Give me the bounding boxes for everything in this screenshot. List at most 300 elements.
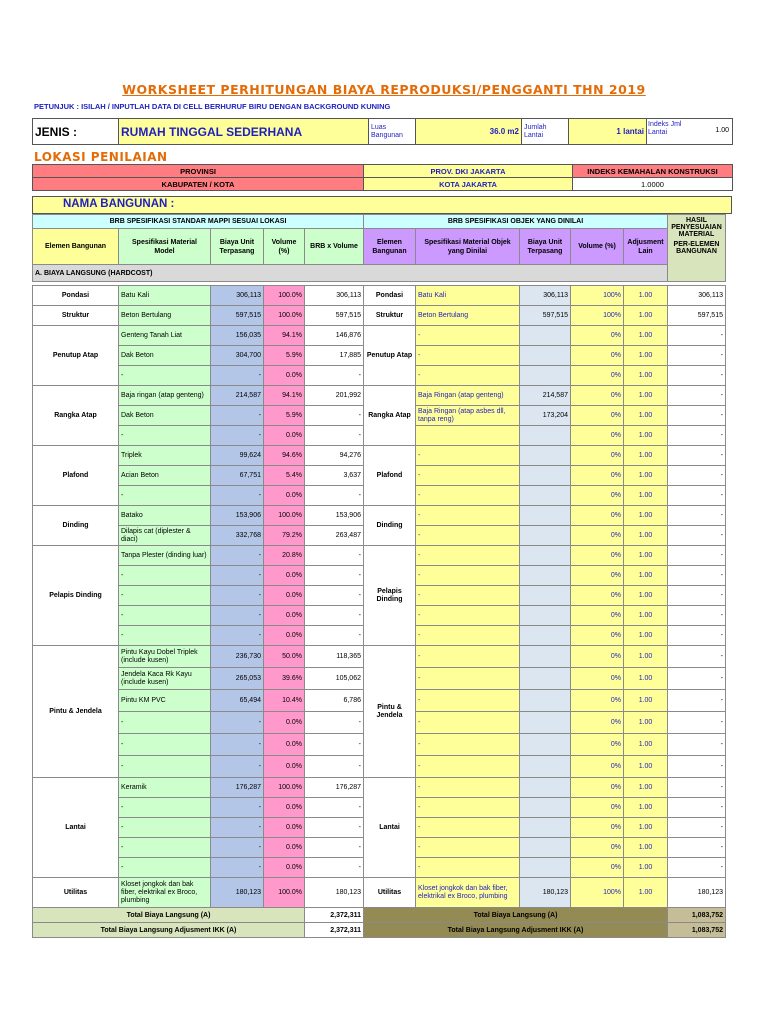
adjustment-cell[interactable]: 1.00 bbox=[624, 326, 668, 346]
volume-2-cell[interactable]: 0% bbox=[571, 426, 624, 446]
spec-object-cell[interactable]: - bbox=[416, 626, 520, 646]
header-spesifikasi: Spesifikasi Material Model bbox=[119, 229, 211, 265]
unit-cost-cell: 265,053 bbox=[211, 668, 264, 690]
brb-volume-cell: - bbox=[305, 426, 364, 446]
result-cell: - bbox=[668, 366, 726, 386]
element-label: Struktur bbox=[33, 306, 119, 326]
adjustment-cell[interactable]: 1.00 bbox=[624, 646, 668, 668]
result-cell: - bbox=[668, 668, 726, 690]
unit-cost-2-cell bbox=[520, 668, 571, 690]
volume-cell: 10.4% bbox=[264, 690, 305, 712]
header-volume: Volume (%) bbox=[264, 229, 305, 265]
result-cell: - bbox=[668, 486, 726, 506]
table-row bbox=[33, 306, 726, 326]
unit-cost-2-cell bbox=[520, 506, 571, 526]
unit-cost-2-cell bbox=[520, 326, 571, 346]
ikk-value: 1.0000 bbox=[573, 178, 733, 191]
spec-object-cell[interactable]: Baja Ringan (atap genteng) bbox=[416, 386, 520, 406]
element-label: Pintu & Jendela bbox=[33, 646, 119, 778]
result-cell: 306,113 bbox=[668, 286, 726, 306]
volume-cell: 5.4% bbox=[264, 466, 305, 486]
unit-cost-cell: 306,113 bbox=[211, 286, 264, 306]
unit-cost-cell: 304,700 bbox=[211, 346, 264, 366]
unit-cost-cell: - bbox=[211, 486, 264, 506]
spec-object-cell[interactable]: - bbox=[416, 778, 520, 798]
spec-object-cell[interactable]: - bbox=[416, 668, 520, 690]
volume-cell: 0.0% bbox=[264, 586, 305, 606]
indeks-lantai-label: Indeks Jml Lantai bbox=[648, 121, 682, 136]
brb-volume-cell: 94,276 bbox=[305, 446, 364, 466]
unit-cost-cell: - bbox=[211, 798, 264, 818]
jumlah-lantai-label: Jumlah Lantai bbox=[522, 119, 569, 145]
spec-object-cell[interactable]: - bbox=[416, 526, 520, 546]
result-cell: - bbox=[668, 446, 726, 466]
spec-object-cell[interactable]: - bbox=[416, 712, 520, 734]
spec-model-cell: - bbox=[119, 818, 211, 838]
unit-cost-2-cell bbox=[520, 446, 571, 466]
header-biaya-unit-2: Biaya Unit Terpasang bbox=[520, 229, 571, 265]
total-adj-value: 2,372,311 bbox=[305, 923, 364, 938]
total-adj-value-right: 1,083,752 bbox=[668, 923, 726, 938]
volume-2-cell[interactable]: 0% bbox=[571, 486, 624, 506]
result-cell: - bbox=[668, 712, 726, 734]
provinsi-value-cell[interactable]: PROV. DKI JAKARTA bbox=[364, 165, 573, 178]
unit-cost-2-cell bbox=[520, 466, 571, 486]
unit-cost-2-cell bbox=[520, 426, 571, 446]
total-adj-label: Total Biaya Langsung Adjusment IKK (A) bbox=[33, 923, 305, 938]
adjustment-cell[interactable]: 1.00 bbox=[624, 426, 668, 446]
adjustment-cell[interactable]: 1.00 bbox=[624, 506, 668, 526]
element-label: Pelapis Dinding bbox=[33, 546, 119, 646]
unit-cost-cell: - bbox=[211, 606, 264, 626]
section-a-label: A. BIAYA LANGSUNG (HARDCOST) bbox=[33, 265, 668, 282]
total-adj-label-right: Total Biaya Langsung Adjusment IKK (A) bbox=[364, 923, 668, 938]
volume-cell: 20.8% bbox=[264, 546, 305, 566]
brb-volume-cell: - bbox=[305, 406, 364, 426]
result-cell: - bbox=[668, 566, 726, 586]
brb-volume-cell: - bbox=[305, 798, 364, 818]
volume-2-cell[interactable]: 0% bbox=[571, 366, 624, 386]
result-cell: - bbox=[668, 546, 726, 566]
brb-volume-cell: - bbox=[305, 546, 364, 566]
element-label: Lantai bbox=[33, 778, 119, 878]
header-elemen-2: Elemen Bangunan bbox=[364, 229, 416, 265]
spec-object-cell[interactable]: Batu Kali bbox=[416, 286, 520, 306]
unit-cost-cell: 236,730 bbox=[211, 646, 264, 668]
spec-object-cell[interactable]: - bbox=[416, 838, 520, 858]
brb-volume-cell: - bbox=[305, 756, 364, 778]
unit-cost-2-cell bbox=[520, 626, 571, 646]
spec-model-cell: Tanpa Plester (dinding luar) bbox=[119, 546, 211, 566]
adjustment-cell[interactable]: 1.00 bbox=[624, 606, 668, 626]
volume-2-cell[interactable]: 0% bbox=[571, 778, 624, 798]
spec-object-cell[interactable]: - bbox=[416, 646, 520, 668]
spec-model-cell: - bbox=[119, 426, 211, 446]
header-per-elemen-label: PER-ELEMEN BANGUNAN bbox=[673, 241, 720, 255]
nama-bangunan-label: NAMA BANGUNAN : bbox=[63, 198, 175, 210]
adjustment-cell[interactable]: 1.00 bbox=[624, 756, 668, 778]
brb-volume-cell: - bbox=[305, 366, 364, 386]
header-spesifikasi-2: Spesifikasi Material Objek yang Dinilai bbox=[416, 229, 520, 265]
spec-object-cell[interactable]: - bbox=[416, 586, 520, 606]
unit-cost-cell: - bbox=[211, 366, 264, 386]
volume-2-cell[interactable]: 0% bbox=[571, 546, 624, 566]
result-cell: - bbox=[668, 466, 726, 486]
brb-volume-cell: - bbox=[305, 838, 364, 858]
adjustment-cell[interactable]: 1.00 bbox=[624, 366, 668, 386]
spec-model-cell: Pintu KM PVC bbox=[119, 690, 211, 712]
adjustment-cell[interactable]: 1.00 bbox=[624, 668, 668, 690]
total-label-right: Total Biaya Langsung (A) bbox=[364, 908, 668, 923]
table-row bbox=[33, 326, 726, 346]
volume-cell: 0.0% bbox=[264, 756, 305, 778]
result-cell: - bbox=[668, 646, 726, 668]
brb-volume-cell: - bbox=[305, 606, 364, 626]
adjustment-cell[interactable]: 1.00 bbox=[624, 838, 668, 858]
adjustment-cell[interactable]: 1.00 bbox=[624, 858, 668, 878]
volume-2-cell[interactable]: 0% bbox=[571, 326, 624, 346]
spec-model-cell: - bbox=[119, 566, 211, 586]
volume-cell: 50.0% bbox=[264, 646, 305, 668]
unit-cost-2-cell bbox=[520, 778, 571, 798]
spec-object-cell[interactable] bbox=[416, 426, 520, 446]
spec-model-cell: - bbox=[119, 486, 211, 506]
result-cell: - bbox=[668, 626, 726, 646]
spec-object-cell[interactable]: - bbox=[416, 506, 520, 526]
adjustment-cell[interactable]: 1.00 bbox=[624, 566, 668, 586]
adjustment-cell[interactable]: 1.00 bbox=[624, 586, 668, 606]
volume-cell: 39.6% bbox=[264, 668, 305, 690]
volume-cell: 100.0% bbox=[264, 286, 305, 306]
element-label-2: Penutup Atap bbox=[364, 326, 416, 386]
unit-cost-2-cell bbox=[520, 586, 571, 606]
adjustment-cell[interactable]: 1.00 bbox=[624, 626, 668, 646]
brb-volume-cell: 263,487 bbox=[305, 526, 364, 546]
result-cell: - bbox=[668, 690, 726, 712]
spec-object-cell[interactable]: - bbox=[416, 818, 520, 838]
volume-cell: 0.0% bbox=[264, 426, 305, 446]
brb-volume-cell: 153,906 bbox=[305, 506, 364, 526]
table-row bbox=[33, 446, 726, 466]
adjustment-cell[interactable]: 1.00 bbox=[624, 818, 668, 838]
kabupaten-label: KABUPATEN / KOTA bbox=[33, 178, 364, 191]
spec-object-cell[interactable]: Beton Bertulang bbox=[416, 306, 520, 326]
result-cell: - bbox=[668, 858, 726, 878]
table-row bbox=[33, 878, 726, 908]
unit-cost-2-cell bbox=[520, 818, 571, 838]
volume-cell: 100.0% bbox=[264, 778, 305, 798]
header-hasil bbox=[668, 215, 726, 282]
spec-model-cell: - bbox=[119, 366, 211, 386]
provinsi-label: PROVINSI bbox=[33, 165, 364, 178]
unit-cost-cell: 156,035 bbox=[211, 326, 264, 346]
volume-2-cell[interactable]: 0% bbox=[571, 506, 624, 526]
volume-2-cell[interactable]: 0% bbox=[571, 838, 624, 858]
adjustment-cell[interactable]: 1.00 bbox=[624, 546, 668, 566]
brb-volume-cell: 180,123 bbox=[305, 878, 364, 908]
volume-cell: 0.0% bbox=[264, 838, 305, 858]
cost-table bbox=[32, 214, 726, 938]
spec-object-cell[interactable]: - bbox=[416, 756, 520, 778]
unit-cost-cell: 597,515 bbox=[211, 306, 264, 326]
brb-volume-cell: 306,113 bbox=[305, 286, 364, 306]
volume-2-cell[interactable]: 0% bbox=[571, 346, 624, 366]
volume-2-cell[interactable]: 100% bbox=[571, 286, 624, 306]
total-value-right: 1,083,752 bbox=[668, 908, 726, 923]
adjustment-cell[interactable]: 1.00 bbox=[624, 734, 668, 756]
header-hasil-label: HASIL PENYESUAIAN MATERIAL bbox=[671, 217, 722, 238]
element-label: Penutup Atap bbox=[33, 326, 119, 386]
unit-cost-2-cell: 173,204 bbox=[520, 406, 571, 426]
spec-model-cell: Triplek bbox=[119, 446, 211, 466]
spec-object-cell[interactable]: - bbox=[416, 690, 520, 712]
unit-cost-cell: - bbox=[211, 426, 264, 446]
unit-cost-cell: 332,768 bbox=[211, 526, 264, 546]
spec-object-cell[interactable]: - bbox=[416, 366, 520, 386]
volume-2-cell[interactable]: 0% bbox=[571, 734, 624, 756]
adjustment-cell[interactable]: 1.00 bbox=[624, 286, 668, 306]
element-label: Rangka Atap bbox=[33, 386, 119, 446]
adjustment-cell[interactable]: 1.00 bbox=[624, 406, 668, 426]
unit-cost-cell: - bbox=[211, 406, 264, 426]
element-label-2: Struktur bbox=[364, 306, 416, 326]
table-row bbox=[33, 778, 726, 798]
brb-volume-cell: - bbox=[305, 566, 364, 586]
header-biaya-unit: Biaya Unit Terpasang bbox=[211, 229, 264, 265]
unit-cost-2-cell bbox=[520, 858, 571, 878]
result-cell: - bbox=[668, 756, 726, 778]
volume-cell: 5.9% bbox=[264, 406, 305, 426]
unit-cost-cell: - bbox=[211, 838, 264, 858]
spec-object-cell[interactable]: Baja Ringan (atap asbes dll, tanpa reng) bbox=[416, 406, 520, 426]
unit-cost-cell: 176,287 bbox=[211, 778, 264, 798]
volume-2-cell[interactable]: 0% bbox=[571, 566, 624, 586]
brb-volume-cell: 6,786 bbox=[305, 690, 364, 712]
element-label: Utilitas bbox=[33, 878, 119, 908]
volume-2-cell[interactable]: 100% bbox=[571, 878, 624, 908]
unit-cost-2-cell bbox=[520, 838, 571, 858]
element-label-2: Utilitas bbox=[364, 878, 416, 908]
indeks-lantai-value: 1.00 bbox=[715, 127, 729, 134]
volume-2-cell[interactable]: 0% bbox=[571, 798, 624, 818]
adjustment-cell[interactable]: 1.00 bbox=[624, 712, 668, 734]
nama-bangunan-bar[interactable] bbox=[32, 196, 732, 214]
unit-cost-2-cell: 597,515 bbox=[520, 306, 571, 326]
table-row bbox=[33, 286, 726, 306]
adjustment-cell[interactable]: 1.00 bbox=[624, 386, 668, 406]
adjustment-cell[interactable]: 1.00 bbox=[624, 346, 668, 366]
unit-cost-2-cell bbox=[520, 346, 571, 366]
spec-object-cell[interactable]: - bbox=[416, 486, 520, 506]
volume-cell: 100.0% bbox=[264, 506, 305, 526]
volume-2-cell[interactable]: 100% bbox=[571, 306, 624, 326]
unit-cost-2-cell: 306,113 bbox=[520, 286, 571, 306]
brb-volume-cell: - bbox=[305, 586, 364, 606]
adjustment-cell[interactable]: 1.00 bbox=[624, 778, 668, 798]
spec-model-cell: - bbox=[119, 798, 211, 818]
jenis-table bbox=[32, 118, 733, 145]
unit-cost-2-cell: 214,587 bbox=[520, 386, 571, 406]
unit-cost-2-cell bbox=[520, 734, 571, 756]
spec-model-cell: - bbox=[119, 858, 211, 878]
volume-2-cell[interactable]: 0% bbox=[571, 646, 624, 668]
spec-object-cell[interactable]: - bbox=[416, 798, 520, 818]
brb-volume-cell: 146,876 bbox=[305, 326, 364, 346]
volume-cell: 0.0% bbox=[264, 606, 305, 626]
volume-2-cell[interactable]: 0% bbox=[571, 526, 624, 546]
table-row bbox=[33, 546, 726, 566]
result-cell: - bbox=[668, 818, 726, 838]
adjustment-cell[interactable]: 1.00 bbox=[624, 526, 668, 546]
spec-model-cell: - bbox=[119, 626, 211, 646]
adjustment-cell[interactable]: 1.00 bbox=[624, 446, 668, 466]
volume-2-cell[interactable]: 0% bbox=[571, 466, 624, 486]
kabupaten-value-cell[interactable]: KOTA JAKARTA bbox=[364, 178, 573, 191]
adjustment-cell[interactable]: 1.00 bbox=[624, 306, 668, 326]
header-elemen: Elemen Bangunan bbox=[33, 229, 119, 265]
unit-cost-cell: 180,123 bbox=[211, 878, 264, 908]
result-cell: - bbox=[668, 406, 726, 426]
volume-2-cell[interactable]: 0% bbox=[571, 386, 624, 406]
volume-2-cell[interactable]: 0% bbox=[571, 858, 624, 878]
spec-model-cell: Acian Beton bbox=[119, 466, 211, 486]
unit-cost-cell: - bbox=[211, 818, 264, 838]
brb-volume-cell: - bbox=[305, 818, 364, 838]
spec-model-cell: Beton Bertulang bbox=[119, 306, 211, 326]
unit-cost-cell: 153,906 bbox=[211, 506, 264, 526]
spec-model-cell: Keramik bbox=[119, 778, 211, 798]
volume-cell: 0.0% bbox=[264, 798, 305, 818]
result-cell: - bbox=[668, 346, 726, 366]
volume-2-cell[interactable]: 0% bbox=[571, 818, 624, 838]
spec-object-cell[interactable]: - bbox=[416, 606, 520, 626]
unit-cost-cell: - bbox=[211, 712, 264, 734]
volume-cell: 79.2% bbox=[264, 526, 305, 546]
volume-2-cell[interactable]: 0% bbox=[571, 668, 624, 690]
spec-model-cell: Dilapis cat (diplester & diaci) bbox=[119, 526, 211, 546]
volume-cell: 5.9% bbox=[264, 346, 305, 366]
element-label-2: Pondasi bbox=[364, 286, 416, 306]
volume-cell: 0.0% bbox=[264, 858, 305, 878]
volume-2-cell[interactable]: 0% bbox=[571, 586, 624, 606]
spec-model-cell: - bbox=[119, 756, 211, 778]
unit-cost-2-cell bbox=[520, 606, 571, 626]
volume-cell: 0.0% bbox=[264, 626, 305, 646]
spec-object-cell[interactable]: - bbox=[416, 734, 520, 756]
volume-2-cell[interactable]: 0% bbox=[571, 712, 624, 734]
element-label-2: Rangka Atap bbox=[364, 386, 416, 446]
volume-cell: 94.6% bbox=[264, 446, 305, 466]
element-label: Dinding bbox=[33, 506, 119, 546]
element-label-2: Dinding bbox=[364, 506, 416, 546]
spec-object-cell[interactable]: - bbox=[416, 326, 520, 346]
spec-model-cell: - bbox=[119, 586, 211, 606]
brb-volume-cell: - bbox=[305, 858, 364, 878]
spec-object-cell[interactable]: Kloset jongkok dan bak fiber, elektrikal ex Broco, plumbing bbox=[416, 878, 520, 908]
brb-volume-cell: 118,365 bbox=[305, 646, 364, 668]
volume-2-cell[interactable]: 0% bbox=[571, 626, 624, 646]
spec-object-cell[interactable]: - bbox=[416, 566, 520, 586]
header-right-group: BRB SPESIFIKASI OBJEK YANG DINILAI bbox=[364, 215, 668, 229]
adjustment-cell[interactable]: 1.00 bbox=[624, 466, 668, 486]
jenis-value-cell[interactable]: RUMAH TINGGAL SEDERHANA bbox=[119, 119, 369, 145]
indeks-lantai-cell bbox=[647, 119, 733, 145]
spec-model-cell: Batu Kali bbox=[119, 286, 211, 306]
spec-model-cell: Dak Beton bbox=[119, 406, 211, 426]
volume-cell: 0.0% bbox=[264, 734, 305, 756]
spec-model-cell: Jendela Kaca Rk Kayu (include kusen) bbox=[119, 668, 211, 690]
unit-cost-cell: - bbox=[211, 734, 264, 756]
jumlah-lantai-cell[interactable]: 1 lantai bbox=[569, 119, 647, 145]
table-row bbox=[33, 506, 726, 526]
unit-cost-cell: 67,751 bbox=[211, 466, 264, 486]
result-cell: - bbox=[668, 506, 726, 526]
volume-2-cell[interactable]: 0% bbox=[571, 406, 624, 426]
result-cell: - bbox=[668, 734, 726, 756]
adjustment-cell[interactable]: 1.00 bbox=[624, 878, 668, 908]
volume-cell: 0.0% bbox=[264, 566, 305, 586]
result-cell: - bbox=[668, 798, 726, 818]
brb-volume-cell: - bbox=[305, 486, 364, 506]
unit-cost-2-cell bbox=[520, 566, 571, 586]
unit-cost-2-cell bbox=[520, 546, 571, 566]
brb-volume-cell: - bbox=[305, 712, 364, 734]
volume-cell: 94.1% bbox=[264, 386, 305, 406]
volume-2-cell[interactable]: 0% bbox=[571, 756, 624, 778]
adjustment-cell[interactable]: 1.00 bbox=[624, 486, 668, 506]
spec-object-cell[interactable]: - bbox=[416, 858, 520, 878]
brb-volume-cell: 17,885 bbox=[305, 346, 364, 366]
brb-volume-cell: - bbox=[305, 734, 364, 756]
unit-cost-cell: - bbox=[211, 858, 264, 878]
spec-object-cell[interactable]: - bbox=[416, 546, 520, 566]
result-cell: - bbox=[668, 606, 726, 626]
ikk-label: INDEKS KEMAHALAN KONSTRUKSI bbox=[573, 165, 733, 178]
adjustment-cell[interactable]: 1.00 bbox=[624, 798, 668, 818]
luas-label: Luas Bangunan bbox=[369, 119, 416, 145]
volume-2-cell[interactable]: 0% bbox=[571, 446, 624, 466]
result-cell: - bbox=[668, 426, 726, 446]
volume-cell: 0.0% bbox=[264, 818, 305, 838]
unit-cost-cell: - bbox=[211, 626, 264, 646]
spec-object-cell[interactable]: - bbox=[416, 346, 520, 366]
spec-model-cell: - bbox=[119, 838, 211, 858]
unit-cost-2-cell bbox=[520, 690, 571, 712]
adjustment-cell[interactable]: 1.00 bbox=[624, 690, 668, 712]
spec-model-cell: Baja ringan (atap genteng) bbox=[119, 386, 211, 406]
result-cell: - bbox=[668, 778, 726, 798]
unit-cost-2-cell bbox=[520, 646, 571, 668]
unit-cost-2-cell bbox=[520, 486, 571, 506]
spec-model-cell: Kloset jongkok dan bak fiber, elektrikal ex Broco, plumbing bbox=[119, 878, 211, 908]
element-label-2: Pintu & Jendela bbox=[364, 646, 416, 778]
volume-2-cell[interactable]: 0% bbox=[571, 690, 624, 712]
unit-cost-cell: 65,494 bbox=[211, 690, 264, 712]
element-label-2: Pelapis Dinding bbox=[364, 546, 416, 646]
unit-cost-cell: - bbox=[211, 586, 264, 606]
element-label-2: Lantai bbox=[364, 778, 416, 878]
unit-cost-2-cell bbox=[520, 756, 571, 778]
luas-value-cell[interactable]: 36.0 m2 bbox=[416, 119, 522, 145]
spec-object-cell[interactable]: - bbox=[416, 466, 520, 486]
spec-object-cell[interactable]: - bbox=[416, 446, 520, 466]
header-volume-2: Volume (%) bbox=[571, 229, 624, 265]
result-cell: - bbox=[668, 326, 726, 346]
element-label: Plafond bbox=[33, 446, 119, 506]
volume-2-cell[interactable]: 0% bbox=[571, 606, 624, 626]
unit-cost-2-cell: 180,123 bbox=[520, 878, 571, 908]
result-cell: 597,515 bbox=[668, 306, 726, 326]
